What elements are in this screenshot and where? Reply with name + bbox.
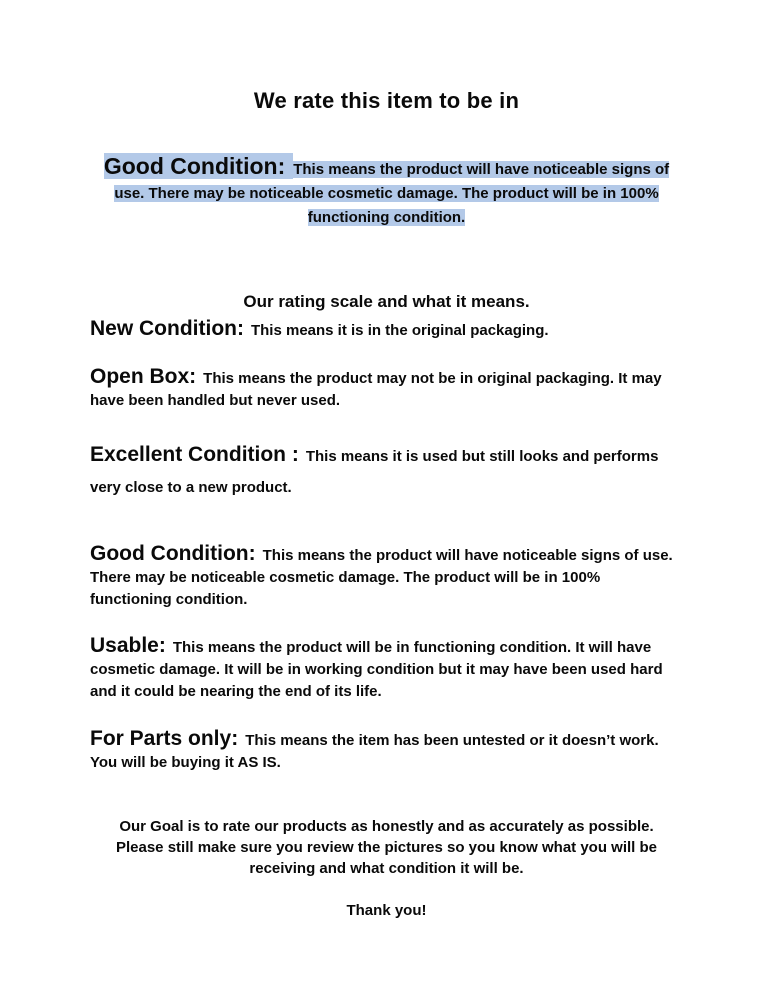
current-rating-description: This means the product will have noticeable signs of use. There may be noticeable cosmetic damage. The product will be in 100% functioning condition.: [114, 161, 670, 226]
rating-item-new-condition: [90, 318, 683, 342]
thank-you-note: Thank you!: [346, 902, 427, 919]
rating-label: Usable:: [90, 634, 166, 657]
rating-label: Excellent Condition :: [90, 443, 299, 466]
rating-item-for-parts-only: [90, 728, 683, 774]
rating-label: For Parts only:: [90, 727, 239, 750]
rating-item-excellent-condition: [90, 439, 683, 503]
rating-description: This means the product may not be in original packaging. It may have been handled but never used.: [90, 370, 662, 409]
rating-description: This means it is used but still looks and performs very close to a new product.: [90, 448, 659, 496]
rating-description: This means the item has been untested or it doesn’t work. You will be buying it AS IS.: [90, 732, 659, 771]
rating-item-good-condition: [90, 543, 683, 611]
rating-label: Open Box:: [90, 365, 197, 388]
rating-description: This means it is in the original packaging.: [250, 322, 549, 339]
rating-description: This means the product will be in functioning condition. It will have cosmetic damage. It will be in working condition but it may have been used hard and it could be nearing the end of its life.: [90, 639, 663, 700]
document-title: We rate this item to be in: [253, 88, 520, 113]
scale-intro: Our rating scale and what it means.: [243, 292, 530, 311]
rating-label: Good Condition:: [90, 542, 256, 565]
rating-item-open-box: [90, 366, 683, 412]
rating-label: New Condition:: [90, 317, 244, 340]
goal-statement: Our Goal is to rate our products as honestly and as accurately as possible. Please still make sure you review the pictures so you know what you will be receiving and what condition it will be.: [115, 818, 657, 877]
rating-description: This means the product will have noticeable signs of use. There may be noticeable cosmetic damage. The product will be in 100% functioning condition.: [90, 547, 673, 608]
current-rating-highlight: [90, 154, 683, 230]
rating-item-usable: [90, 635, 683, 703]
current-rating-label: Good Condition:: [104, 153, 293, 179]
